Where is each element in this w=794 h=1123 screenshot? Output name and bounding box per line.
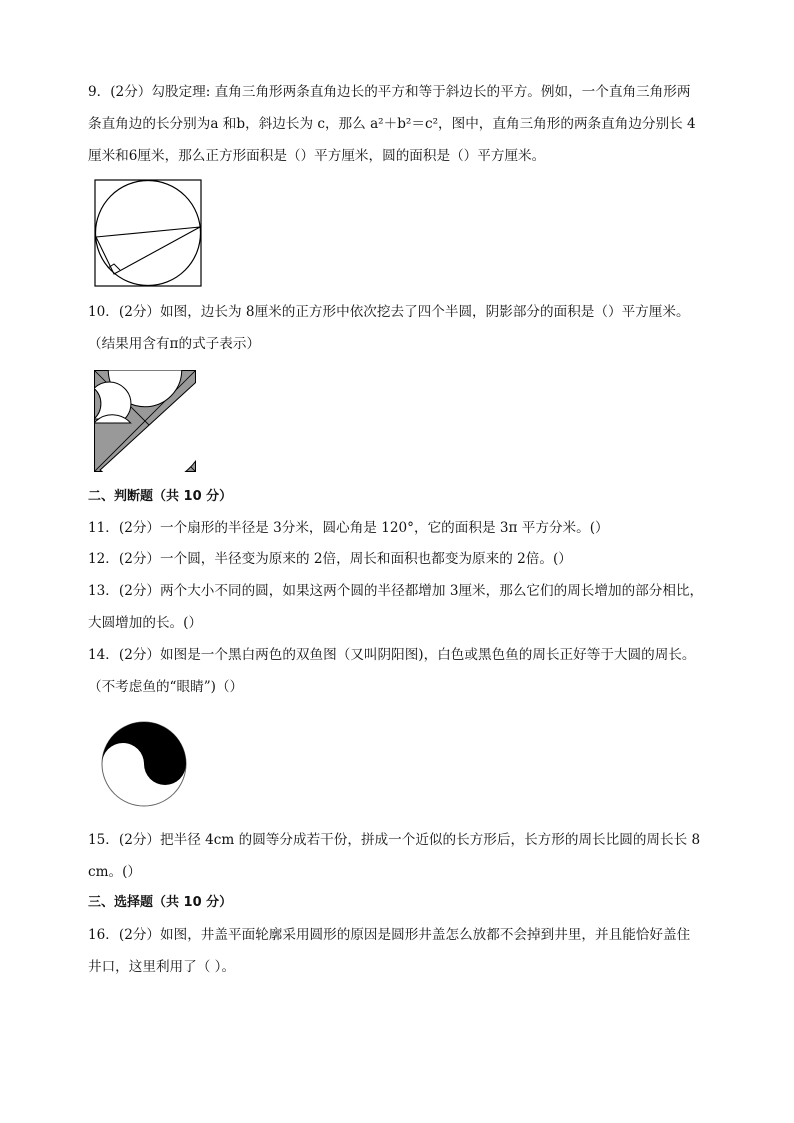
q14-line2: （不考虑鱼的“眼睛”)（） <box>88 679 244 695</box>
q9-figure-circle-in-square <box>94 179 202 287</box>
q14-figure-yin-yang <box>100 720 188 808</box>
q15-line1: 15．(2分）把半径 4cm 的圆等分成若干份，拼成一个近似的长方形后，长方形的周长比圆的周长长 8 <box>88 832 701 848</box>
q14-line1: 14．(2分）如图是一个黑白两色的双鱼图（又叫阴阳图)，白色或黑色鱼的周长正好等于大圆的周长。 <box>88 647 696 663</box>
q16-line1: 16．(2分）如图，井盖平面轮廓采用圆形的原因是圆形井盖怎么放都不会掉到井里，并且能恰好盖住 <box>88 927 691 943</box>
q13-line1: 13．(2分）两个大小不同的圆，如果这两个圆的半径都增加 3厘米，那么它们的周长增加的部分相比， <box>88 583 704 599</box>
q13-line2: 大圆增加的长。(） <box>88 615 203 631</box>
q11: 11．(2分）一个扇形的半径是 3分米，圆心角是 120°，它的面积是 3π 平方分米。(） <box>88 520 609 536</box>
section-2-heading: 二、判断题（共 10 分） <box>88 489 233 504</box>
yin-yang-white-eye <box>116 757 130 771</box>
q9-line1: 9．(2分）勾股定理: 直角三角形两条直角边长的平方和等于斜边长的平方。例如，一个直角三角形两 <box>88 84 691 100</box>
q12: 12．(2分）一个圆，半径变为原来的 2倍，周长和面积也都变为原来的 2倍。(） <box>88 551 572 567</box>
section-3-heading: 三、选择题（共 10 分） <box>88 895 233 910</box>
q9-line2: 条直角边的长分别为a 和b，斜边长为 c，那么 a²＋b²＝c²，图中，直角三角形的两条直角边分别长 4 <box>88 116 696 132</box>
q10-line1: 10．(2分）如图，边长为 8厘米的正方形中依次挖去了四个半圆，阴影部分的面积是（）平方厘米。 <box>88 304 690 320</box>
yin-yang-black-eye <box>158 757 172 771</box>
q15-line2: cm。(） <box>88 864 141 880</box>
q10-line2: （结果用含有π的式子表示） <box>88 336 261 352</box>
q10-figure-semicircles <box>94 370 196 472</box>
q16-line2: 井口，这里利用了（ ）。 <box>88 959 236 975</box>
q9-line3: 厘米和6厘米，那么正方形面积是（）平方厘米，圆的面积是（）平方厘米。 <box>88 148 546 164</box>
